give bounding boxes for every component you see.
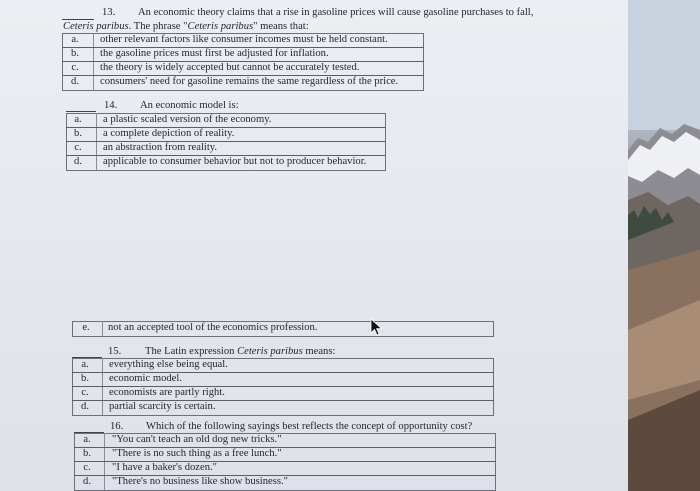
question-14-stem: An economic model is: — [140, 100, 239, 111]
option-text: consumers' need for gasoline remains the same regardless of the price. — [100, 76, 399, 87]
option-text: the gasoline prices must first be adjusted for inflation. — [100, 48, 329, 59]
option-letter: c. — [81, 387, 89, 398]
question-14-number: 14. — [104, 100, 118, 111]
mouse-pointer-icon — [370, 318, 384, 336]
option-text: "I have a baker's dozen." — [112, 462, 217, 473]
option-letter: d. — [74, 156, 82, 167]
option-text: not an accepted tool of the economics profession. — [108, 322, 318, 333]
stem-text: The Latin expression — [145, 346, 238, 357]
option-letter: c. — [74, 142, 82, 153]
option-letter: c. — [83, 462, 91, 473]
option-text: "You can't teach an old dog new tricks." — [112, 434, 282, 445]
option-letter: b. — [81, 373, 89, 384]
question-15-stem — [145, 346, 335, 358]
option-text: economic model. — [109, 373, 182, 384]
option-letter: e. — [82, 322, 90, 333]
option-text: the theory is widely accepted but cannot be accurately tested. — [100, 62, 360, 73]
option-letter: d. — [83, 476, 91, 487]
option-text: other relevant factors like consumer incomes must be held constant. — [100, 34, 388, 45]
question-16-stem: Which of the following sayings best reflects the concept of opportunity cost? — [146, 421, 473, 432]
option-letter: b. — [83, 448, 91, 459]
question-13-number: 13. — [102, 7, 116, 18]
option-letter: d. — [71, 76, 79, 87]
option-text: applicable to consumer behavior but not to producer behavior. — [103, 156, 367, 167]
table-divider — [102, 321, 103, 336]
option-letter: a. — [83, 434, 91, 445]
mountain-landscape-image — [628, 0, 700, 491]
answer-blank-14[interactable] — [66, 111, 96, 112]
option-text: everything else being equal. — [109, 359, 228, 370]
option-text: an abstraction from reality. — [103, 142, 218, 153]
option-text: "There is no such thing as a free lunch." — [112, 448, 282, 459]
option-letter: c. — [71, 62, 79, 73]
option-letter: b. — [74, 128, 82, 139]
answer-blank-13[interactable] — [62, 19, 94, 20]
desktop-wallpaper — [628, 0, 700, 491]
ceteris-paribus-italic-quoted: Ceteris paribus — [187, 21, 254, 32]
option-text: a complete depiction of reality. — [103, 128, 235, 139]
question-13-stem-line2 — [63, 21, 309, 33]
stem-text: . The phrase " — [128, 21, 188, 32]
option-letter: a. — [71, 34, 79, 45]
ceteris-paribus-italic: Ceteris paribus — [63, 21, 129, 32]
option-letter: b. — [71, 48, 79, 59]
option-text: economists are partly right. — [109, 387, 225, 398]
option-letter: a. — [74, 114, 82, 125]
stem-text-end: means: — [302, 346, 336, 357]
ceteris-paribus-italic: Ceteris paribus — [237, 346, 303, 357]
option-text: a plastic scaled version of the economy. — [103, 114, 272, 125]
option-text: partial scarcity is certain. — [109, 401, 216, 412]
stem-text-end: " means that: — [253, 21, 309, 32]
question-13-stem-line1: An economic theory claims that a rise in gasoline prices will cause gasoline purchases to fall, — [138, 7, 534, 18]
option-text: "There's no business like show business." — [112, 476, 288, 487]
question-16-number: 16. — [110, 421, 124, 432]
option-letter: a. — [81, 359, 89, 370]
question-15-number: 15. — [108, 346, 122, 357]
option-letter: d. — [81, 401, 89, 412]
